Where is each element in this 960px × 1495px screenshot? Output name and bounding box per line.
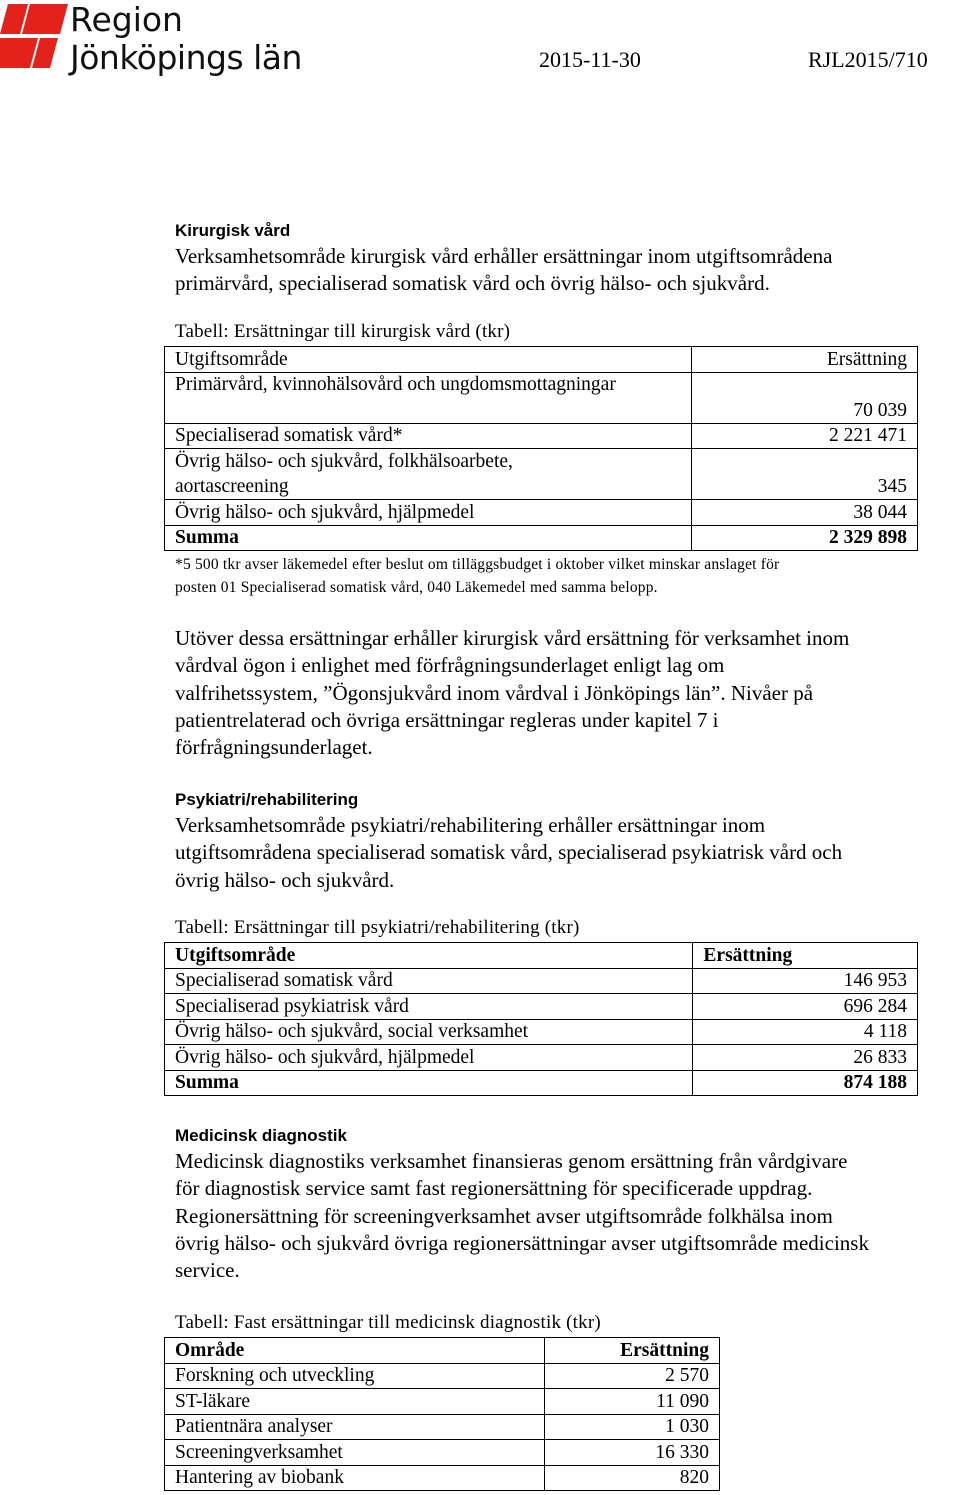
table-header-row bbox=[165, 347, 918, 373]
heading-medicinsk-diagnostik: Medicinsk diagnostik bbox=[175, 1126, 347, 1145]
paragraph-line: övrig hälso- och sjukvård. bbox=[175, 867, 395, 892]
table-medicinsk bbox=[164, 1337, 720, 1491]
row-label: Specialiserad somatisk vård bbox=[165, 968, 693, 994]
row-value: 26 833 bbox=[693, 1045, 918, 1071]
table-header-row bbox=[165, 1338, 720, 1364]
table-row bbox=[165, 1019, 918, 1045]
row-value: 696 284 bbox=[693, 994, 918, 1020]
row-label: Övrig hälso- och sjukvård, social verksamhet bbox=[165, 1019, 693, 1045]
row-label-line: aortascreening bbox=[175, 476, 289, 497]
paragraph-line: patientrelaterad och övriga ersättningar regleras under kapitel 7 i bbox=[175, 707, 719, 732]
paragraph-line: förfrågningsunderlaget. bbox=[175, 735, 373, 760]
table-caption-medicinsk: Tabell: Fast ersättningar till medicinsk diagnostik (tkr) bbox=[175, 1312, 601, 1333]
row-value: 38 044 bbox=[691, 500, 917, 526]
logo-name-line1: Region bbox=[70, 0, 183, 39]
paragraph-line: vårdval ögon i enlighet med förfrågningsunderlaget enligt lag om bbox=[175, 653, 725, 678]
row-label: Övrig hälso- och sjukvård, hjälpmedel bbox=[165, 500, 692, 526]
table-row bbox=[165, 1414, 720, 1440]
table-row bbox=[165, 423, 918, 449]
row-value: 345 bbox=[691, 449, 917, 500]
paragraph-line: Utöver dessa ersättningar erhåller kirurgisk vård ersättning för verksamhet inom bbox=[175, 626, 850, 650]
document-reference: RJL2015/710 bbox=[808, 47, 928, 72]
table-row bbox=[165, 994, 918, 1020]
table-header-row bbox=[165, 943, 918, 969]
medicinsk-intro bbox=[175, 1148, 869, 1284]
table-row bbox=[165, 372, 918, 423]
table-row bbox=[165, 1045, 918, 1071]
document-date: 2015-11-30 bbox=[539, 47, 641, 72]
column-header: Utgiftsområde bbox=[165, 943, 693, 969]
row-label: Forskning och utveckling bbox=[165, 1363, 545, 1389]
psykiatri-intro bbox=[175, 812, 842, 894]
table-row bbox=[165, 968, 918, 994]
table-total-row bbox=[165, 1070, 918, 1096]
table-row bbox=[165, 1440, 720, 1466]
row-value: 2 570 bbox=[545, 1363, 720, 1389]
column-header: Ersättning bbox=[691, 347, 917, 373]
total-value: 874 188 bbox=[693, 1070, 918, 1096]
row-value: 820 bbox=[545, 1465, 720, 1491]
row-value: 16 330 bbox=[545, 1440, 720, 1466]
column-header: Utgiftsområde bbox=[165, 347, 692, 373]
row-value: 2 221 471 bbox=[691, 423, 917, 449]
heading-psykiatri: Psykiatri/rehabilitering bbox=[175, 790, 359, 809]
row-label bbox=[165, 449, 692, 500]
kirurgisk-intro bbox=[175, 243, 832, 298]
row-value: 146 953 bbox=[693, 968, 918, 994]
table-row bbox=[165, 449, 918, 500]
footnote-line: *5 500 tkr avser läkemedel efter beslut om tilläggsbudget i oktober vilket minskar anslaget för bbox=[175, 556, 780, 573]
row-value: 11 090 bbox=[545, 1389, 720, 1415]
paragraph-line: utgiftsområdena specialiserad somatisk vård, specialiserad psykiatrisk vård och bbox=[175, 840, 843, 865]
row-value: 70 039 bbox=[691, 372, 917, 423]
region-logo-icon bbox=[0, 0, 70, 78]
footnote-line: posten 01 Specialiserad somatisk vård, 040 Läkemedel med samma belopp. bbox=[175, 579, 658, 596]
footnote-kirurgisk bbox=[175, 553, 779, 599]
row-label: Patientnära analyser bbox=[165, 1414, 545, 1440]
paragraph-line: Verksamhetsområde kirurgisk vård erhåller ersättningar inom utgiftsområdena bbox=[175, 244, 833, 268]
row-label: Övrig hälso- och sjukvård, hjälpmedel bbox=[165, 1045, 693, 1071]
paragraph-line: valfrihetssystem, ”Ögonsjukvård inom vårdval i Jönköpings län”. Nivåer på bbox=[175, 680, 814, 705]
row-label: ST-läkare bbox=[165, 1389, 545, 1415]
table-psykiatri bbox=[164, 942, 918, 1096]
row-label: Primärvård, kvinnohälsovård och ungdomsmottagningar bbox=[165, 372, 692, 423]
table-row bbox=[165, 1465, 720, 1491]
total-label: Summa bbox=[165, 1070, 693, 1096]
region-logo bbox=[0, 0, 320, 78]
paragraph-line: service. bbox=[175, 1258, 240, 1283]
table-row bbox=[165, 500, 918, 526]
total-value: 2 329 898 bbox=[691, 525, 917, 551]
paragraph-line: Medicinsk diagnostiks verksamhet finansieras genom ersättning från vårdgivare bbox=[175, 1149, 848, 1173]
table-caption-kirurgisk: Tabell: Ersättningar till kirurgisk vård (tkr) bbox=[175, 321, 511, 342]
table-kirurgisk bbox=[164, 346, 918, 551]
column-header: Ersättning bbox=[693, 943, 918, 969]
kirurgisk-outro bbox=[175, 625, 849, 761]
row-label: Specialiserad somatisk vård* bbox=[165, 423, 692, 449]
heading-kirurgisk-vard: Kirurgisk vård bbox=[175, 221, 291, 240]
paragraph-line: Regionersättning för screeningverksamhet avser utgiftsområde folkhälsa inom bbox=[175, 1203, 833, 1228]
table-total-row bbox=[165, 525, 918, 551]
column-header: Område bbox=[165, 1338, 545, 1364]
column-header: Ersättning bbox=[545, 1338, 720, 1364]
paragraph-line: för diagnostisk service samt fast regionersättning för specificerade uppdrag. bbox=[175, 1176, 813, 1201]
row-value: 4 118 bbox=[693, 1019, 918, 1045]
row-label: Screeningverksamhet bbox=[165, 1440, 545, 1466]
paragraph-line: Verksamhetsområde psykiatri/rehabilitering erhåller ersättningar inom bbox=[175, 813, 766, 837]
table-row bbox=[165, 1389, 720, 1415]
paragraph-line: övrig hälso- och sjukvård övriga regionersättningar avser utgiftsområde medicinsk bbox=[175, 1230, 869, 1255]
row-value: 1 030 bbox=[545, 1414, 720, 1440]
row-label-line: Övrig hälso- och sjukvård, folkhälsoarbete, bbox=[175, 451, 513, 472]
row-label: Hantering av biobank bbox=[165, 1465, 545, 1491]
total-label: Summa bbox=[165, 525, 692, 551]
logo-name-line2: Jönköpings län bbox=[70, 38, 302, 77]
table-row bbox=[165, 1363, 720, 1389]
row-label: Specialiserad psykiatrisk vård bbox=[165, 994, 693, 1020]
paragraph-line: primärvård, specialiserad somatisk vård och övrig hälso- och sjukvård. bbox=[175, 271, 770, 296]
table-caption-psykiatri: Tabell: Ersättningar till psykiatri/rehabilitering (tkr) bbox=[175, 917, 580, 938]
